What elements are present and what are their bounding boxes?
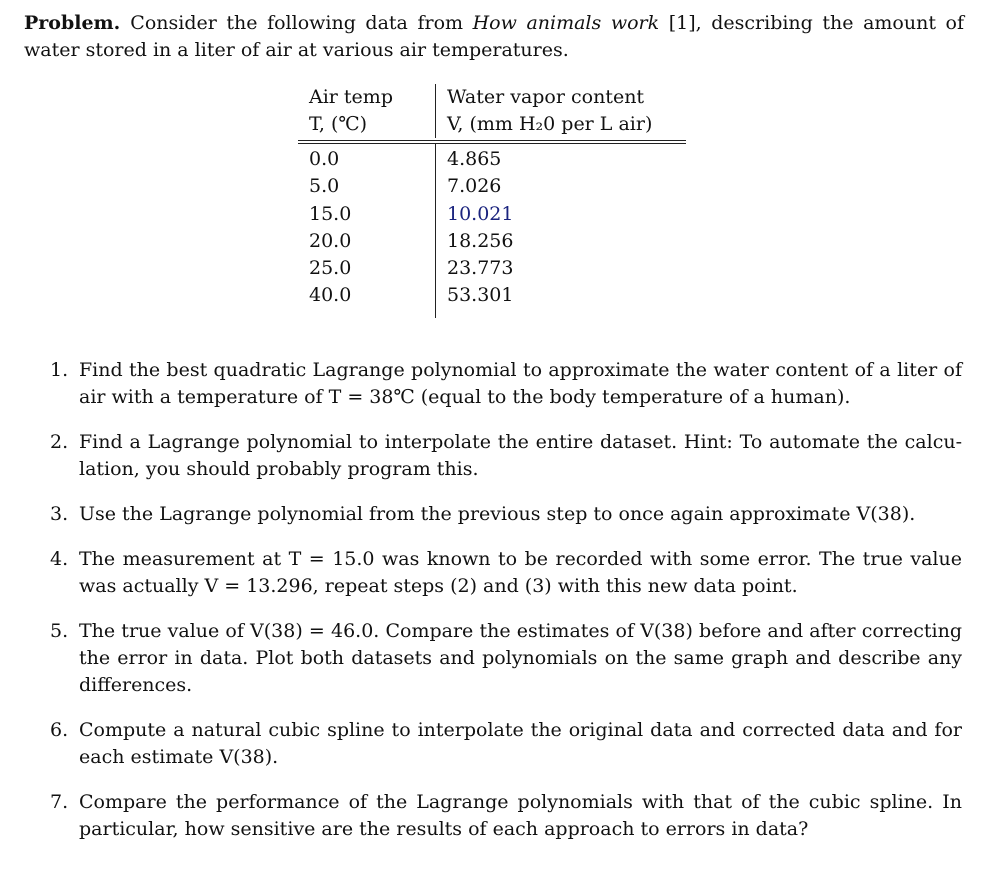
task-number: 2. <box>50 431 69 453</box>
task-number: 6. <box>50 719 69 741</box>
table-cell-temp: 5.0 <box>309 175 340 198</box>
task-number: 4. <box>50 548 69 570</box>
table-cell-vapor: 53.301 <box>447 284 514 307</box>
task-number: 1. <box>50 359 69 381</box>
task-text: The measurement at T = 15.0 was known to be recorded with some error. The true value was actually V = 13.296, repeat steps (2) and (3) with this new data point. <box>79 548 962 597</box>
table-cell-vapor: 18.256 <box>447 229 514 252</box>
book-title: How animals work <box>472 12 660 34</box>
task-text: The true value of V(38) = 46.0. Compare the estimates of V(38) before and after correcting the error in data. Plot both datasets and polynomials on the same graph and describe any differences. <box>79 620 962 696</box>
task-item <box>50 789 962 843</box>
task-item <box>50 717 962 771</box>
task-text: Find a Lagrange polynomial to interpolate the entire dataset. Hint: To automate the calcu- lation, you should probably program this. <box>79 431 962 480</box>
header-temperature <box>298 84 436 138</box>
task-number: 7. <box>50 791 69 813</box>
task-number: 5. <box>50 620 69 642</box>
task-item <box>50 357 962 411</box>
temperature-column <box>298 144 436 318</box>
task-number: 3. <box>50 503 69 525</box>
intro-text-1: Consider the following data from <box>130 12 473 34</box>
table-cell-vapor: 4.865 <box>447 148 502 170</box>
task-item <box>50 618 962 699</box>
task-text: Use the Lagrange polynomial from the previous step to once again approximate V(38). <box>79 503 916 525</box>
data-table <box>298 84 686 318</box>
header-vapor <box>436 84 686 138</box>
table-header <box>298 84 686 141</box>
table-cell-vapor-highlighted: 10.021 <box>447 202 514 225</box>
header-vapor-line1: Water vapor content <box>447 86 645 108</box>
table-cell-temp: 20.0 <box>309 229 352 252</box>
task-item <box>50 429 962 483</box>
problem-intro <box>24 10 964 64</box>
task-item <box>50 501 962 528</box>
task-list <box>50 357 962 843</box>
table-cell-temp: 40.0 <box>309 284 352 307</box>
table-cell-temp: 25.0 <box>309 257 352 280</box>
table-cell-temp: 0.0 <box>309 148 340 170</box>
header-temperature-line1: Air temp <box>309 86 393 108</box>
table-body <box>298 144 686 318</box>
task-item <box>50 546 962 600</box>
task-text: Compute a natural cubic spline to interpolate the original data and corrected data and for each estimate V(38). <box>79 719 962 768</box>
table-cell-temp: 15.0 <box>309 202 352 225</box>
task-text: Compare the performance of the Lagrange polynomials with that of the cubic spline. In particular, how sensitive are the results of each approach to errors in data? <box>79 791 962 840</box>
header-vapor-line2: V, (mm H₂0 per L air) <box>447 113 653 135</box>
vapor-column <box>436 144 686 318</box>
intro-text-2: [1], describing the amount of water stored in a liter of air at various air temperatures. <box>24 12 965 61</box>
task-text: Find the best quadratic Lagrange polynomial to approximate the water content of a liter of air with a temperature of T = 38℃ (equal to the body temperature of a human). <box>79 359 962 408</box>
problem-label: Problem. <box>24 12 121 34</box>
header-temperature-line2: T, (℃) <box>309 113 368 135</box>
table-cell-vapor: 7.026 <box>447 175 502 198</box>
table-cell-vapor: 23.773 <box>447 257 514 280</box>
